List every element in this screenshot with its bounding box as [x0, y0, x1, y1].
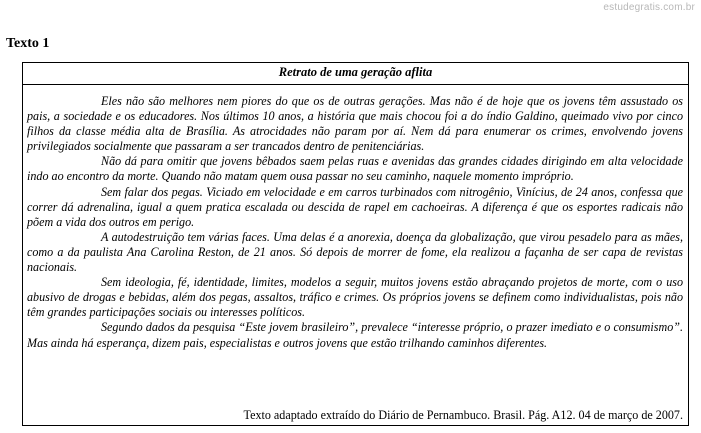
site-watermark: estudegratis.com.br	[603, 2, 695, 13]
article-body	[27, 94, 683, 351]
article-frame	[22, 62, 689, 426]
article-paragraph: Eles não são melhores nem piores do que os de outras gerações. Mas não é de hoje que os jovens têm assustado os pais, a sociedade e os educadores. Nos últimos 10 anos, a história que mais chocou foi a do índio Galdino, queimado vivo por cinco filhos da classe média alta de Brasília. As atrocidades não param por aí. Nem dá para enumerar os crimes, envolvendo jovens privilegiados socialmente que passaram a ser trancados dentro de penitenciárias.	[27, 94, 683, 154]
article-paragraph: Segundo dados da pesquisa “Este jovem brasileiro”, prevalece “interesse próprio, o prazer imediato e o consumismo”. Mas ainda há esperança, dizem pais, especialistas e outros jovens que estão trilhando caminhos diferentes.	[27, 320, 683, 350]
article-paragraph: A autodestruição tem várias faces. Uma delas é a anorexia, doença da globalização, que virou pesadelo para as mães, como a da paulista Ana Carolina Reston, de 21 anos. Só depois de morrer de fome, ela realizou a façanha de ser capa de revistas nacionais.	[27, 229, 683, 275]
article-source: Texto adaptado extraído do Diário de Pernambuco. Brasil. Pág. A12. 04 de março de 2007.	[243, 408, 683, 422]
title-divider	[23, 84, 688, 85]
article-title: Retrato de uma geração aflita	[278, 65, 433, 79]
article-paragraph: Não dá para omitir que jovens bêbados saem pelas ruas e avenidas das grandes cidades dirigindo em alta velocidade indo ao encontro da morte. Quando não matam quem ousa passar no seu caminho, naquele momento impróprio.	[27, 154, 683, 184]
article-paragraph: Sem falar dos pegas. Viciado em velocidade e em carros turbinados com nitrogênio, Vinícius, de 24 anos, confessa que correr dá adrenalina, igual a quem pratica escalada ou descida de rapel em cachoeiras. A diferença é que os esportes radicais não põem a vida dos outros em perigo.	[27, 184, 683, 229]
section-label: Texto 1	[6, 36, 50, 51]
article-paragraph: Sem ideologia, fé, identidade, limites, modelos a seguir, muitos jovens estão abraçando projetos de morte, com o uso abusivo de drogas e bebidas, além dos pegas, assaltos, tráfico e crimes. Os próprios jovens se definem como individualistas, pois não têm grandes participações sociais ou interesses políticos.	[27, 275, 683, 320]
